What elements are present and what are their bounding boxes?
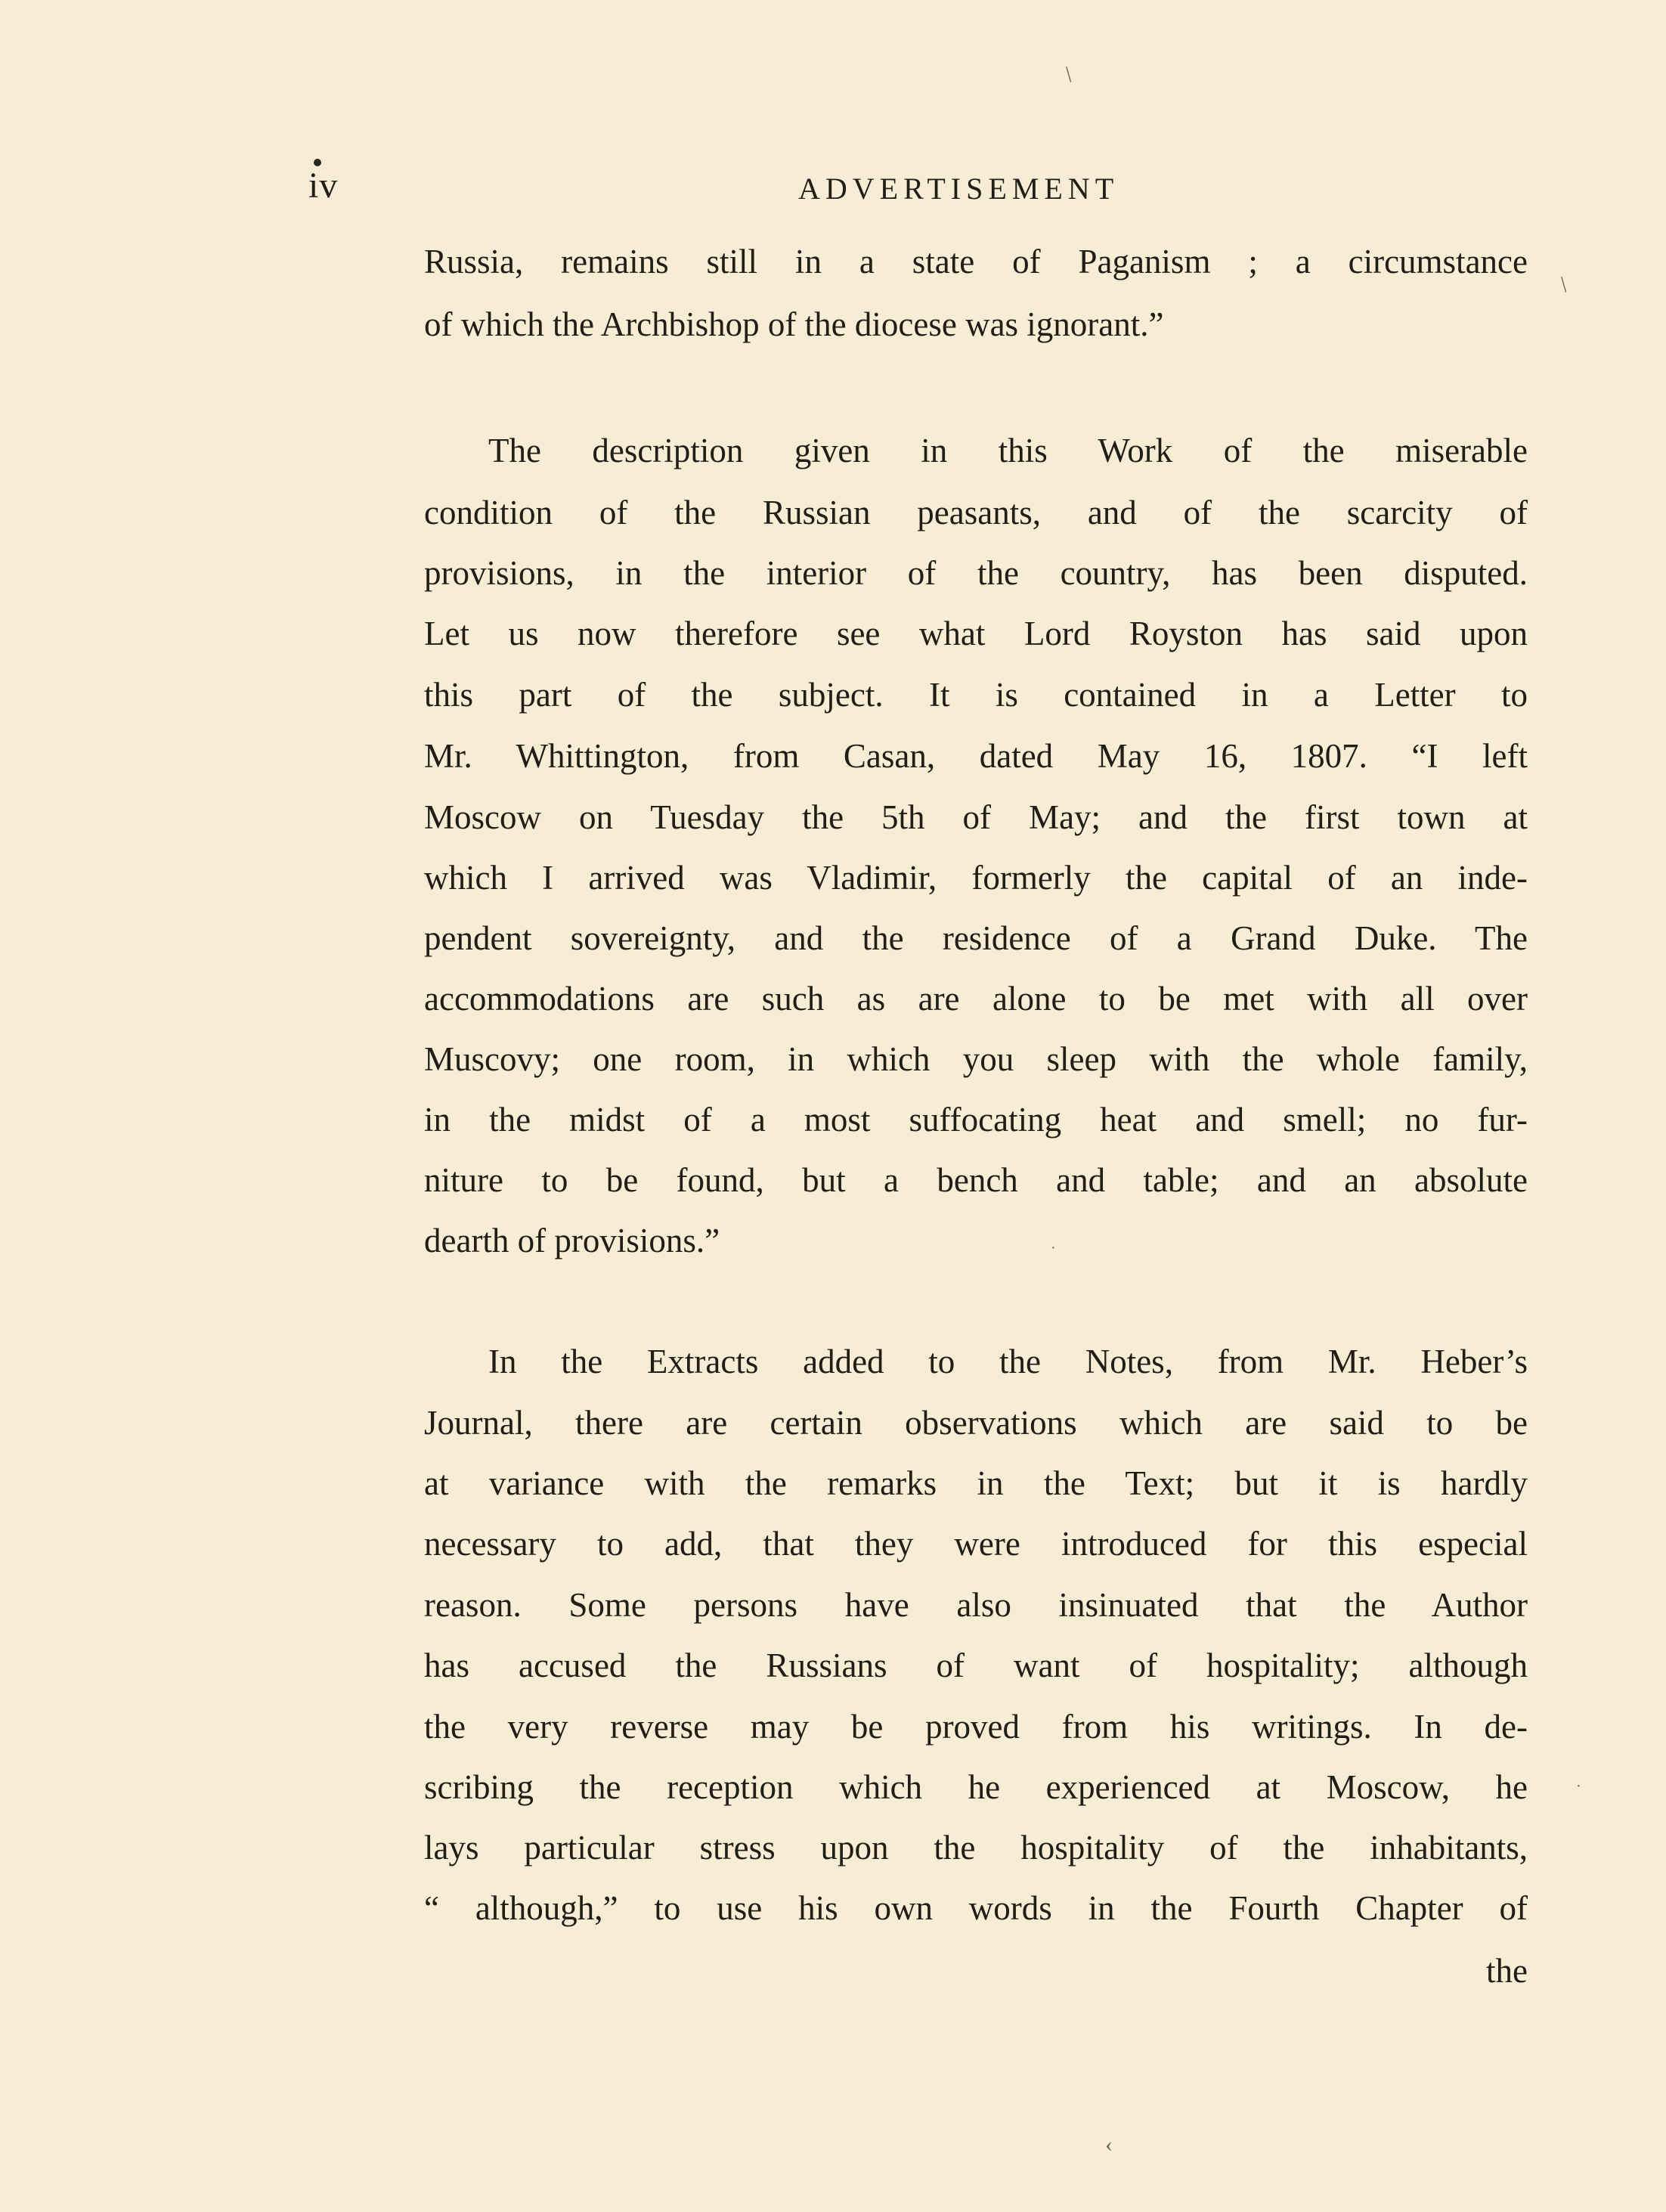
text-line: In the Extracts added to the Notes, from Mr. Heber’s <box>488 1343 1528 1380</box>
text-line: has accused the Russians of want of hospitality; although <box>424 1647 1528 1684</box>
text-line: at variance with the remarks in the Text; but it is hardly <box>424 1464 1528 1502</box>
text-line: condition of the Russian peasants, and of the scarcity of <box>424 494 1528 531</box>
text-line: The description given in this Work of the miserable <box>488 432 1528 469</box>
text-line: Let us now therefore see what Lord Royston has said upon <box>424 615 1528 652</box>
text-line: necessary to add, that they were introduced for this especial <box>424 1525 1528 1563</box>
paper-speck: / <box>1554 272 1574 297</box>
text-line: provisions, in the interior of the country, has been disputed. <box>424 554 1528 592</box>
paper-speck: · <box>1576 1778 1581 1795</box>
text-line: which I arrived was Vladimir, formerly the capital of an inde- <box>424 859 1528 897</box>
text-line: niture to be found, but a bench and table; and an absolute <box>424 1161 1528 1199</box>
text-line: Russia, remains still in a state of Paganism ; a circumstance <box>424 243 1528 280</box>
text-line: this part of the subject. It is contained in a Letter to <box>424 676 1528 714</box>
page-number: iv <box>308 166 339 206</box>
text-line: of which the Archbishop of the diocese was ignorant.” <box>424 305 1164 343</box>
text-line: pendent sovereignty, and the residence of a Grand Duke. The <box>424 919 1528 957</box>
catchword: the <box>1486 1952 1528 1990</box>
text-line: Journal, there are certain observations which are said to be <box>424 1404 1528 1442</box>
text-line: the very reverse may be proved from his writings. In de- <box>424 1708 1528 1746</box>
text-line: scribing the reception which he experienced at Moscow, he <box>424 1768 1528 1806</box>
text-line: Mr. Whittington, from Casan, dated May 16, 1807. “I left <box>424 737 1528 775</box>
text-line: in the midst of a most suffocating heat and smell; no fur- <box>424 1101 1528 1139</box>
paper-speck: · <box>1051 1240 1056 1256</box>
text-line: Muscovy; one room, in which you sleep with the whole family, <box>424 1040 1528 1078</box>
text-line: accommodations are such as are alone to be met with all over <box>424 980 1528 1018</box>
running-title: ADVERTISEMENT <box>798 172 1119 206</box>
paper-speck: / <box>1059 62 1079 87</box>
text-line: reason. Some persons have also insinuated that the Author <box>424 1586 1528 1624</box>
text-line: “ although,” to use his own words in the Fourth Chapter of <box>424 1889 1528 1927</box>
text-line: Moscow on Tuesday the 5th of May; and the first town at <box>424 798 1528 836</box>
text-line: lays particular stress upon the hospitality of the inhabitants, <box>424 1829 1528 1867</box>
text-line: dearth of provisions.” <box>424 1222 720 1259</box>
paper-speck: ‹ <box>1105 2132 1113 2157</box>
